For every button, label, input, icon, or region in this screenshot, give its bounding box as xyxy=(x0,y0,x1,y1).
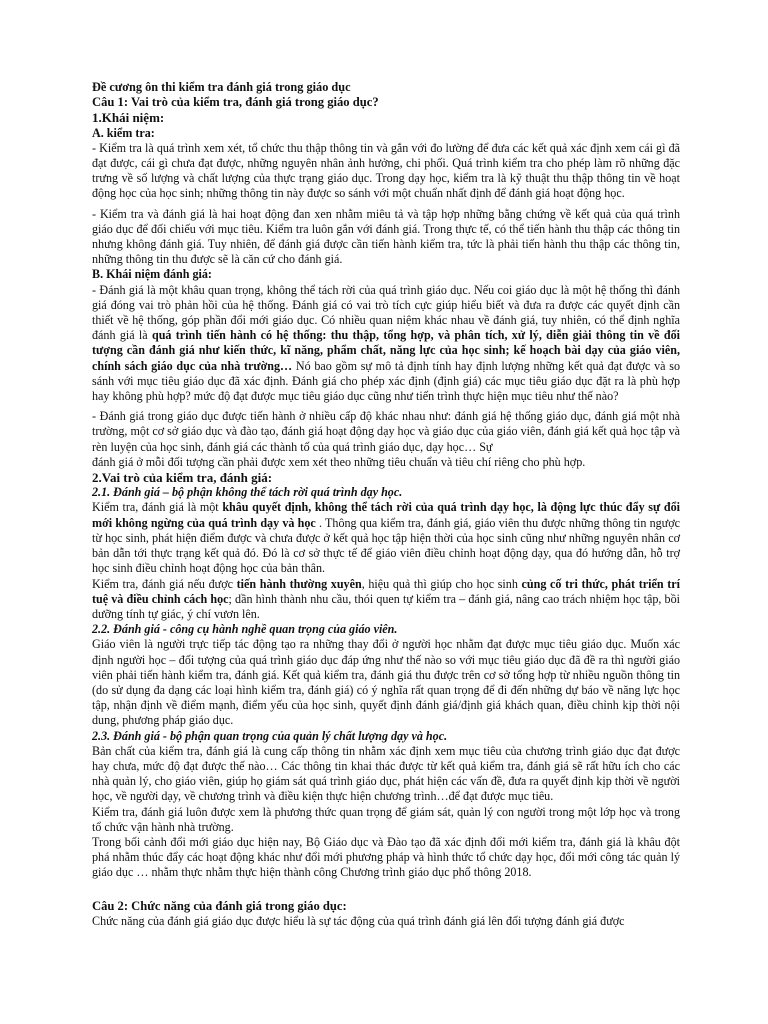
section-a-heading: A. kiểm tra: xyxy=(92,125,155,140)
section-2-heading: 2.Vai trò của kiểm tra, đánh giá: xyxy=(92,470,273,486)
question-1-heading: Câu 1: Vai trò của kiểm tra, đánh giá trong giáo dục? xyxy=(92,95,379,110)
subsection-2-3-heading: 2.3. Đánh giá - bộ phận quan trọng của quản lý chất lượng dạy và học. xyxy=(92,728,448,743)
paragraph: Trong bối cảnh đổi mới giáo dục hiện nay, Bộ Giáo dục và Đào tạo đã xác định đổi mới kiểm tra, đánh giá là khâu đột phá nhằm thúc đẩy các hoạt động khác như đổi mới phương pháp và hình thức tổ chức dạy học, đổi mới công tác quản lý giáo dục … nhằm thực nhằm thực hiện thành công Chương trình giáo dục phổ thông 2018. xyxy=(92,834,680,880)
paragraph xyxy=(92,577,680,623)
document-title: Đề cương ôn thi kiểm tra đánh giá trong giáo dục xyxy=(92,80,351,94)
bold-text-run: củng cố tri thức, phát triển trí tuệ và điều chỉnh cách học xyxy=(92,576,680,606)
section-1-heading: 1.Khái niệm: xyxy=(92,110,165,126)
bold-text-run: tiến hành thường xuyên xyxy=(236,576,362,591)
paragraph xyxy=(92,500,680,576)
text-run: Kiểm tra, đánh giá là một xyxy=(92,500,223,515)
text-run: , hiệu quả thì giúp cho học sinh xyxy=(361,576,522,591)
section-b-heading: B. Khái niệm đánh giá: xyxy=(92,267,212,282)
text-run: ; dần hình thành nhu cầu, thói quen tự kiểm tra – đánh giá, nâng cao trách nhiệm học tập, bồi dưỡng tính tự giác, ý chí vươn lên. xyxy=(92,591,680,621)
bold-text-run: quá trình tiến hành có hệ thống: thu thập, tổng hợp, và phân tích, xử lý, diễn giải thông tin về đối tượng cần đánh giá như kiến thức, kĩ năng, phẩm chất, năng lực của học sinh; kế hoạch bài dạy của giáo viên, chính sách giáo dục của nhà trường… xyxy=(92,328,680,373)
paragraph: - Đánh giá trong giáo dục được tiến hành ở nhiều cấp độ khác nhau như: đánh giá hệ thống giáo dục, đánh giá một nhà trường, một cơ sở giáo dục và đào tạo, đánh giá hoạt động dạy học và giáo dục của giáo viên, đánh giá kết quả học tập và rèn luyện của học sinh, đánh giá các thành tố của quá trình giáo dục, dạy học… Sự xyxy=(92,409,680,454)
paragraph: đánh giá ở mỗi đối tượng cần phải được xem xét theo những tiêu chuẩn và tiêu chí riêng cho phù hợp. xyxy=(92,454,586,469)
paragraph: Kiểm tra, đánh giá luôn được xem là phương thức quan trọng để giám sát, quản lý con người trong một lớp học và trong tổ chức vận hành nhà trường. xyxy=(92,804,680,834)
subsection-2-1-heading: 2.1. Đánh giá – bộ phận không thể tách rời quá trình dạy học. xyxy=(92,485,403,500)
blank-line xyxy=(92,881,680,899)
bold-text-run: khâu quyết định, không thể tách rời của quá trình dạy học, là động lực thúc đẩy sự đổi mới không ngừng của quá trình dạy và học xyxy=(92,500,680,530)
paragraph: Giáo viên là người trực tiếp tác động tạo ra những thay đổi ở người học nhằm đạt được mục tiêu giáo dục. Muốn xác định người học – đối tượng của quá trình giáo dục đáp ứng như thế nào so với mục tiêu giáo dục đã đề ra thì người giáo viên phải tiến hành kiểm tra, đánh giá. Kết quả kiểm tra, đánh giá thu được trên cơ sở tổng hợp từ nhiều nguồn thông tin (do sử dụng đa dạng các loại hình kiểm tra, đánh giá) có ý nghĩa rất quan trọng để đi đến những dự báo về năng lực học tập, nhận định về điểm mạnh, điểm yếu của học sinh, quyết định đánh giá/định giá khách quan, điều chỉnh kịp thời nội dung, phương pháp giáo dục. xyxy=(92,637,680,728)
text-run: Nó bao gồm sự mô tả định tính hay định lượng những kết quả đạt được và so sánh với mục tiêu giáo dục đã xác định. Đánh giá cho phép xác định (định giá) các mục tiêu giáo dục đặt ra là phù hợp hay không phù hợp? mức độ đạt được mục tiêu giáo dục cũng như tiến trình thực hiện mục tiêu như thế nào? xyxy=(92,358,680,404)
text-run: - Đánh giá là một khâu quan trọng, không thể tách rời của quá trình giáo dục. Nếu coi giáo dục là một hệ thống thì đánh giá đóng vai trò phản hồi của hệ thống. Đánh giá có vai trò tích cực giúp hiểu biết và đưa ra được các quyết định cần thiết về hệ thống, góp phần đổi mới giáo dục. Có nhiều quan niệm khác nhau về đánh giá, tuy nhiên, có thể định nghĩa đánh giá là xyxy=(92,282,680,343)
text-run: . Thông qua kiểm tra, đánh giá, giáo viên thu được những thông tin ngược từ học sinh, phát hiện điểm được và chưa được ở kết quả học tập hiện thời của học sinh cũng như những nguyên nhân cơ bản dẫn tới thực trạng kết quả đó. Đó là cơ sở thực tế để giáo viên điều chỉnh hoạt động dạy, qua đó hướng dẫn, hỗ trợ học sinh điều chỉnh hoạt động học của bản thân. xyxy=(92,515,680,576)
text-run: Kiểm tra, đánh giá nếu được xyxy=(92,576,237,591)
question-2-heading: Câu 2: Chức năng của đánh giá trong giáo dục: xyxy=(92,898,347,913)
paragraph: Chức năng của đánh giá giáo dục được hiểu là sự tác động của quá trình đánh giá lên đối tượng đánh giá được xyxy=(92,913,625,928)
subsection-2-2-heading: 2.2. Đánh giá - công cụ hành nghề quan trọng của giáo viên. xyxy=(92,622,398,637)
paragraph xyxy=(92,283,680,405)
paragraph: - Kiểm tra và đánh giá là hai hoạt động đan xen nhằm miêu tả và tập hợp những bằng chứng về kết quả của quá trình giáo dục để đối chiếu với mục tiêu. Kiểm tra luôn gắn với đánh giá. Trong thực tế, có thể tiến hành thu thập các thông tin nhưng không đánh giá. Tuy nhiên, để đánh giá được cần tiến hành kiểm tra, tức là phải tiến hành thu thập các thông tin, những thông tin thu được sẽ là căn cứ cho đánh giá. xyxy=(92,206,680,267)
paragraph: - Kiểm tra là quá trình xem xét, tổ chức thu thập thông tin và gắn với đo lường để đưa các kết quả xác định xem cái gì đã đạt được, cái gì chưa đạt được, những nguyên nhân ảnh hưởng, chi phối. Quá trình kiểm tra cho phép làm rõ những đặc trưng về số lượng và chất lượng của thực trạng giáo dục. Trong dạy học, kiểm tra là kỹ thuật thu thập thông tin về hoạt động học của học sinh; những thông tin này được so sánh với một chuẩn nhất định để đánh giá hoạt động học. xyxy=(92,140,680,201)
paragraph: Bản chất của kiểm tra, đánh giá là cung cấp thông tin nhằm xác định xem mục tiêu của chương trình giáo dục đạt được hay chưa, mức độ đạt được thế nào… Các thông tin khai thác được từ kết quả kiểm tra, đánh giá sẽ rất hữu ích cho các nhà quản lý, cho giáo viên, giúp họ giám sát quá trình giáo dục, phát hiện các vấn đề, đưa ra quyết định kịp thời về người học, về người dạy, về chương trình và điều kiện thực hiện chương trình…để đạt được mục tiêu. xyxy=(92,743,680,804)
